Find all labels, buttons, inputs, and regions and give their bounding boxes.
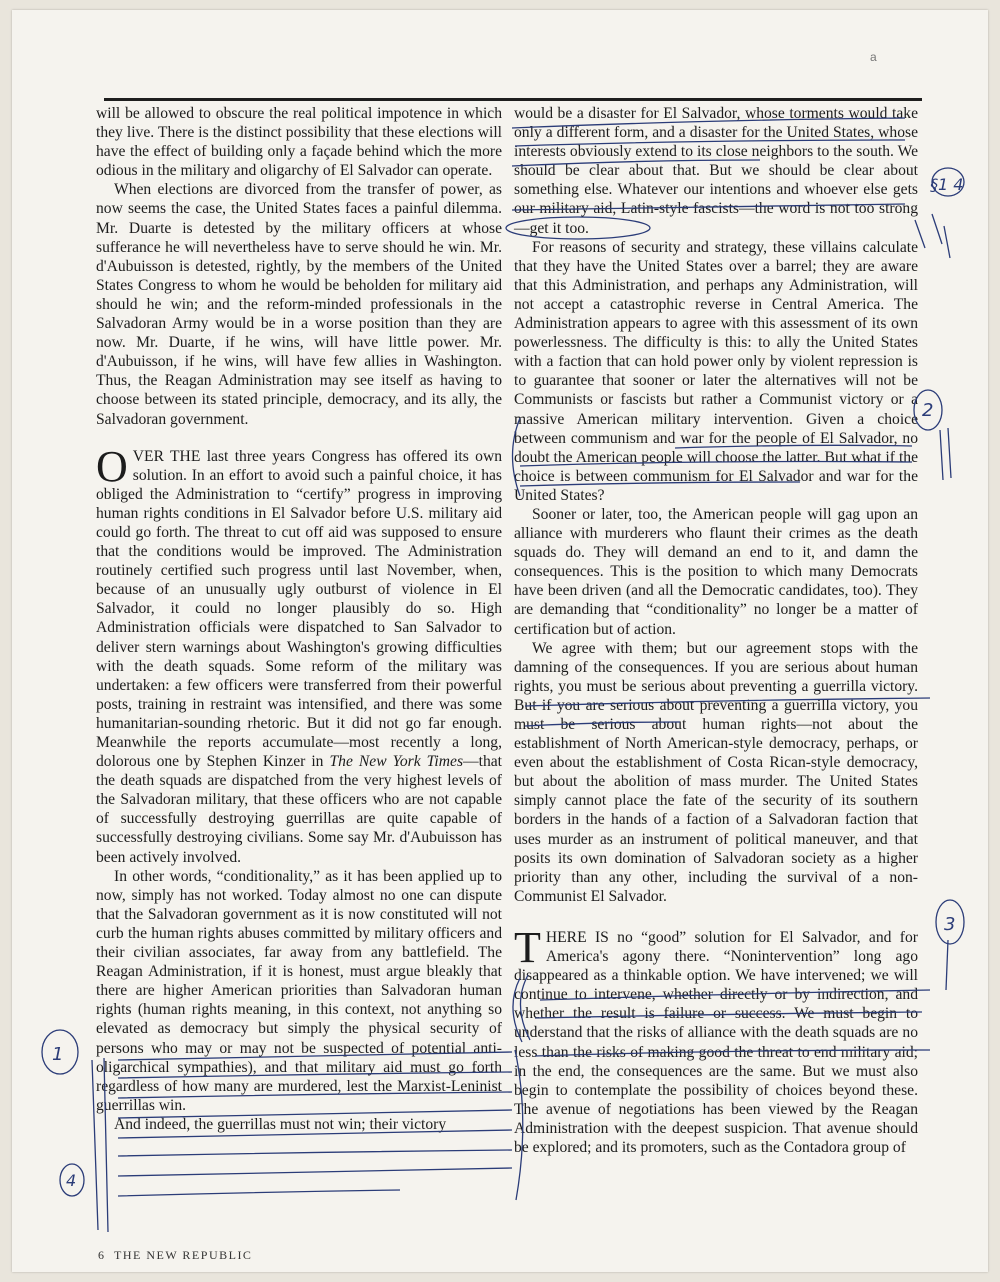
drop-cap: T (514, 922, 541, 972)
page-footer (98, 1248, 252, 1263)
margin-number: 1 (52, 1044, 64, 1065)
margin-number: 4 (66, 1171, 77, 1190)
paragraph: would be a disaster for El Salvador, whose torments would take only a different form, and a disaster for the United States, whose interests obviously extend to its close neighbors to the south. We should be clear about that. But we should be clear about something else. Whatever our intentions and whoever else gets our military aid, Latin-style fascists—the word is not too strong—get it too. (514, 105, 918, 237)
paragraph: will be allowed to obscure the real political impotence in which they live. There is the distinct possibility that these elections will have the effect of building only a façade behind which the more odious in the military and oligarchy of El Salvador can operate. (96, 105, 502, 180)
section-lead: VER THE (132, 447, 201, 465)
page-corner-mark: a (870, 50, 877, 64)
italic-title: The New York Times (329, 753, 464, 771)
paragraph: When elections are divorced from the transfer of power, as now seems the case, the United States faces a painful dilemma. Mr. Duarte is detested by the military officers at whose sufferance he will nevertheless have to serve should he win. Mr. d'Aubuisson is detested, rightly, by the members of the United States Congress to whom he would be beholden for military aid should he win; and the reform-minded professionals in the Salvadoran Army would be in a worse position than they are now. Mr. Duarte, if he wins, will have little power. Mr. d'Aubuisson, if he wins, will have few allies in Washington. Thus, the Reagan Administration may see itself as having to choose between its stated principle, democracy, and its ally, the Salvadoran government. (96, 181, 502, 428)
paragraph-text: no “good” solution for El Salvador, and for America's agony there. “Nonintervention” long ago disappeared as a thinkable option. We have intervened; we will continue to intervene, whether directly or by indirection, and whether the result is failure or success. We must begin to understand that the risks of alliance with the death squads are no less than the risks of making good the threat to end military aid; in the end, the consequences are the same. But we must also begin to contemplate the possibility of choices beyond these. The avenue of negotiations has been viewed by the Reagan Administration with the deepest suspicion. That avenue should be explored; and its promoters, such as the Contadora group of (514, 928, 918, 1156)
margin-note: §1 4 (930, 175, 964, 194)
left-column (96, 104, 502, 1134)
section-opening-paragraph (514, 922, 918, 1157)
right-column (514, 104, 918, 1157)
paragraph: And indeed, the guerrillas must not win; their victory (114, 1115, 447, 1133)
paragraph: We agree with them; but our agreement stops with the damning of the consequences. If you are serious about human rights, you must be serious about preventing a guerrilla victory. But if you are serious about preventing a guerrilla victory, you must be serious about human rights—not about the establishment of North American-style democracy, perhaps, or even about the establishment of Costa Rican-style democracy, but about the abolition of mass murder. The United States simply cannot place the fate of the security of its southern borders in the hands of a faction of a Salvadoran faction that uses murder as an instrument of political maneuver, and that posits its own domination of Salvadoran society as a higher priority than any other, including the survival of a non-Communist El Salvador. (514, 639, 918, 905)
drop-cap: O (96, 441, 128, 491)
header-rule (104, 98, 922, 101)
margin-number: 3 (944, 914, 956, 935)
paragraph: Sooner or later, too, the American people will gag upon an alliance with murderers who flaunt their crimes as the death squads do. They will demand an end to it, and damn the consequences. This is the position to which many Democrats have been driven (and all the Democratic candidates, too). They are demanding that “conditionality” no longer be a matter of certification but of action. (514, 505, 918, 638)
paragraph: In other words, “conditionality,” as it has been applied up to now, simply has not worked. Today almost no one can dispute that the Salvadoran government as it is now constituted will not curb the human rights abuses committed by military officers and their civilian associates, far away from any battlefield. The Reagan Administration, if it is honest, must argue bleakly that there are higher American priorities than Salvadoran human rights (human rights meaning, in this context, not anything so elevated as democracy but simply the physical security of persons who may or may not be suspected of potential anti-oligarchical sympathies), and that military aid must go forth regardless of how many are murdered, lest the Marxist-Leninist guerrillas win. (96, 867, 502, 1114)
section-opening-paragraph (96, 441, 503, 867)
paragraph-text: last three years Congress has offered its own solution. In an effort to avoid such a painful choice, it has obliged the Administration to “certify” progress in improving human rights conditions in El Salvador before U.S. military aid could go forth. The threat to cut off aid was supposed to ensure that the conditions would be improved. The Administration routinely certified such progress until last November, when, because of an unusually ugly outburst of violence in El Salvador, it could no longer plausibly do so. High Administration officials were dispatched to San Salvador to deliver stern warnings about Washington's growing difficulties with the death squads. Some reform of the military was undertaken: a few officers were transferred from their powerful posts, training in restraint was intensified, and there was some humanitarian-sounding rhetoric. But it did not go far enough. Meanwhile the reports accumulate—most recently a long, dolorous one by Stephen Kinzer in (96, 447, 503, 771)
margin-number: 2 (922, 400, 934, 421)
section-lead: HERE IS (545, 928, 609, 946)
paragraph-text: —that the death squads are dispatched from the very highest levels of the Salvadoran military, that these officers who are not capable of successfully destroying guerrillas are quite capable of successfully destroying civilians. Some say Mr. d'Aubuisson has been actively involved. (96, 753, 503, 866)
paragraph: For reasons of security and strategy, these villains calculate that they have the United States over a barrel; they are aware that this Administration, and perhaps any Administration, will not accept a catastrophic reverse in Central America. The Administration appears to agree with this assessment of its own powerlessness. The difficulty is this: to ally the United States with a faction that can hold power only by violent repression is to guarantee that sooner or later the alternatives will not be Communists or fascists but rather a Communist victory or a massive American military intervention. Given a choice between communism and war for the people of El Salvador, no doubt the American people will choose the latter. But what if the choice is between communism for El Salvador and war for the United States? (514, 238, 918, 504)
publication-name: THE NEW REPUBLIC (114, 1248, 253, 1262)
page-number: 6 (98, 1248, 104, 1262)
